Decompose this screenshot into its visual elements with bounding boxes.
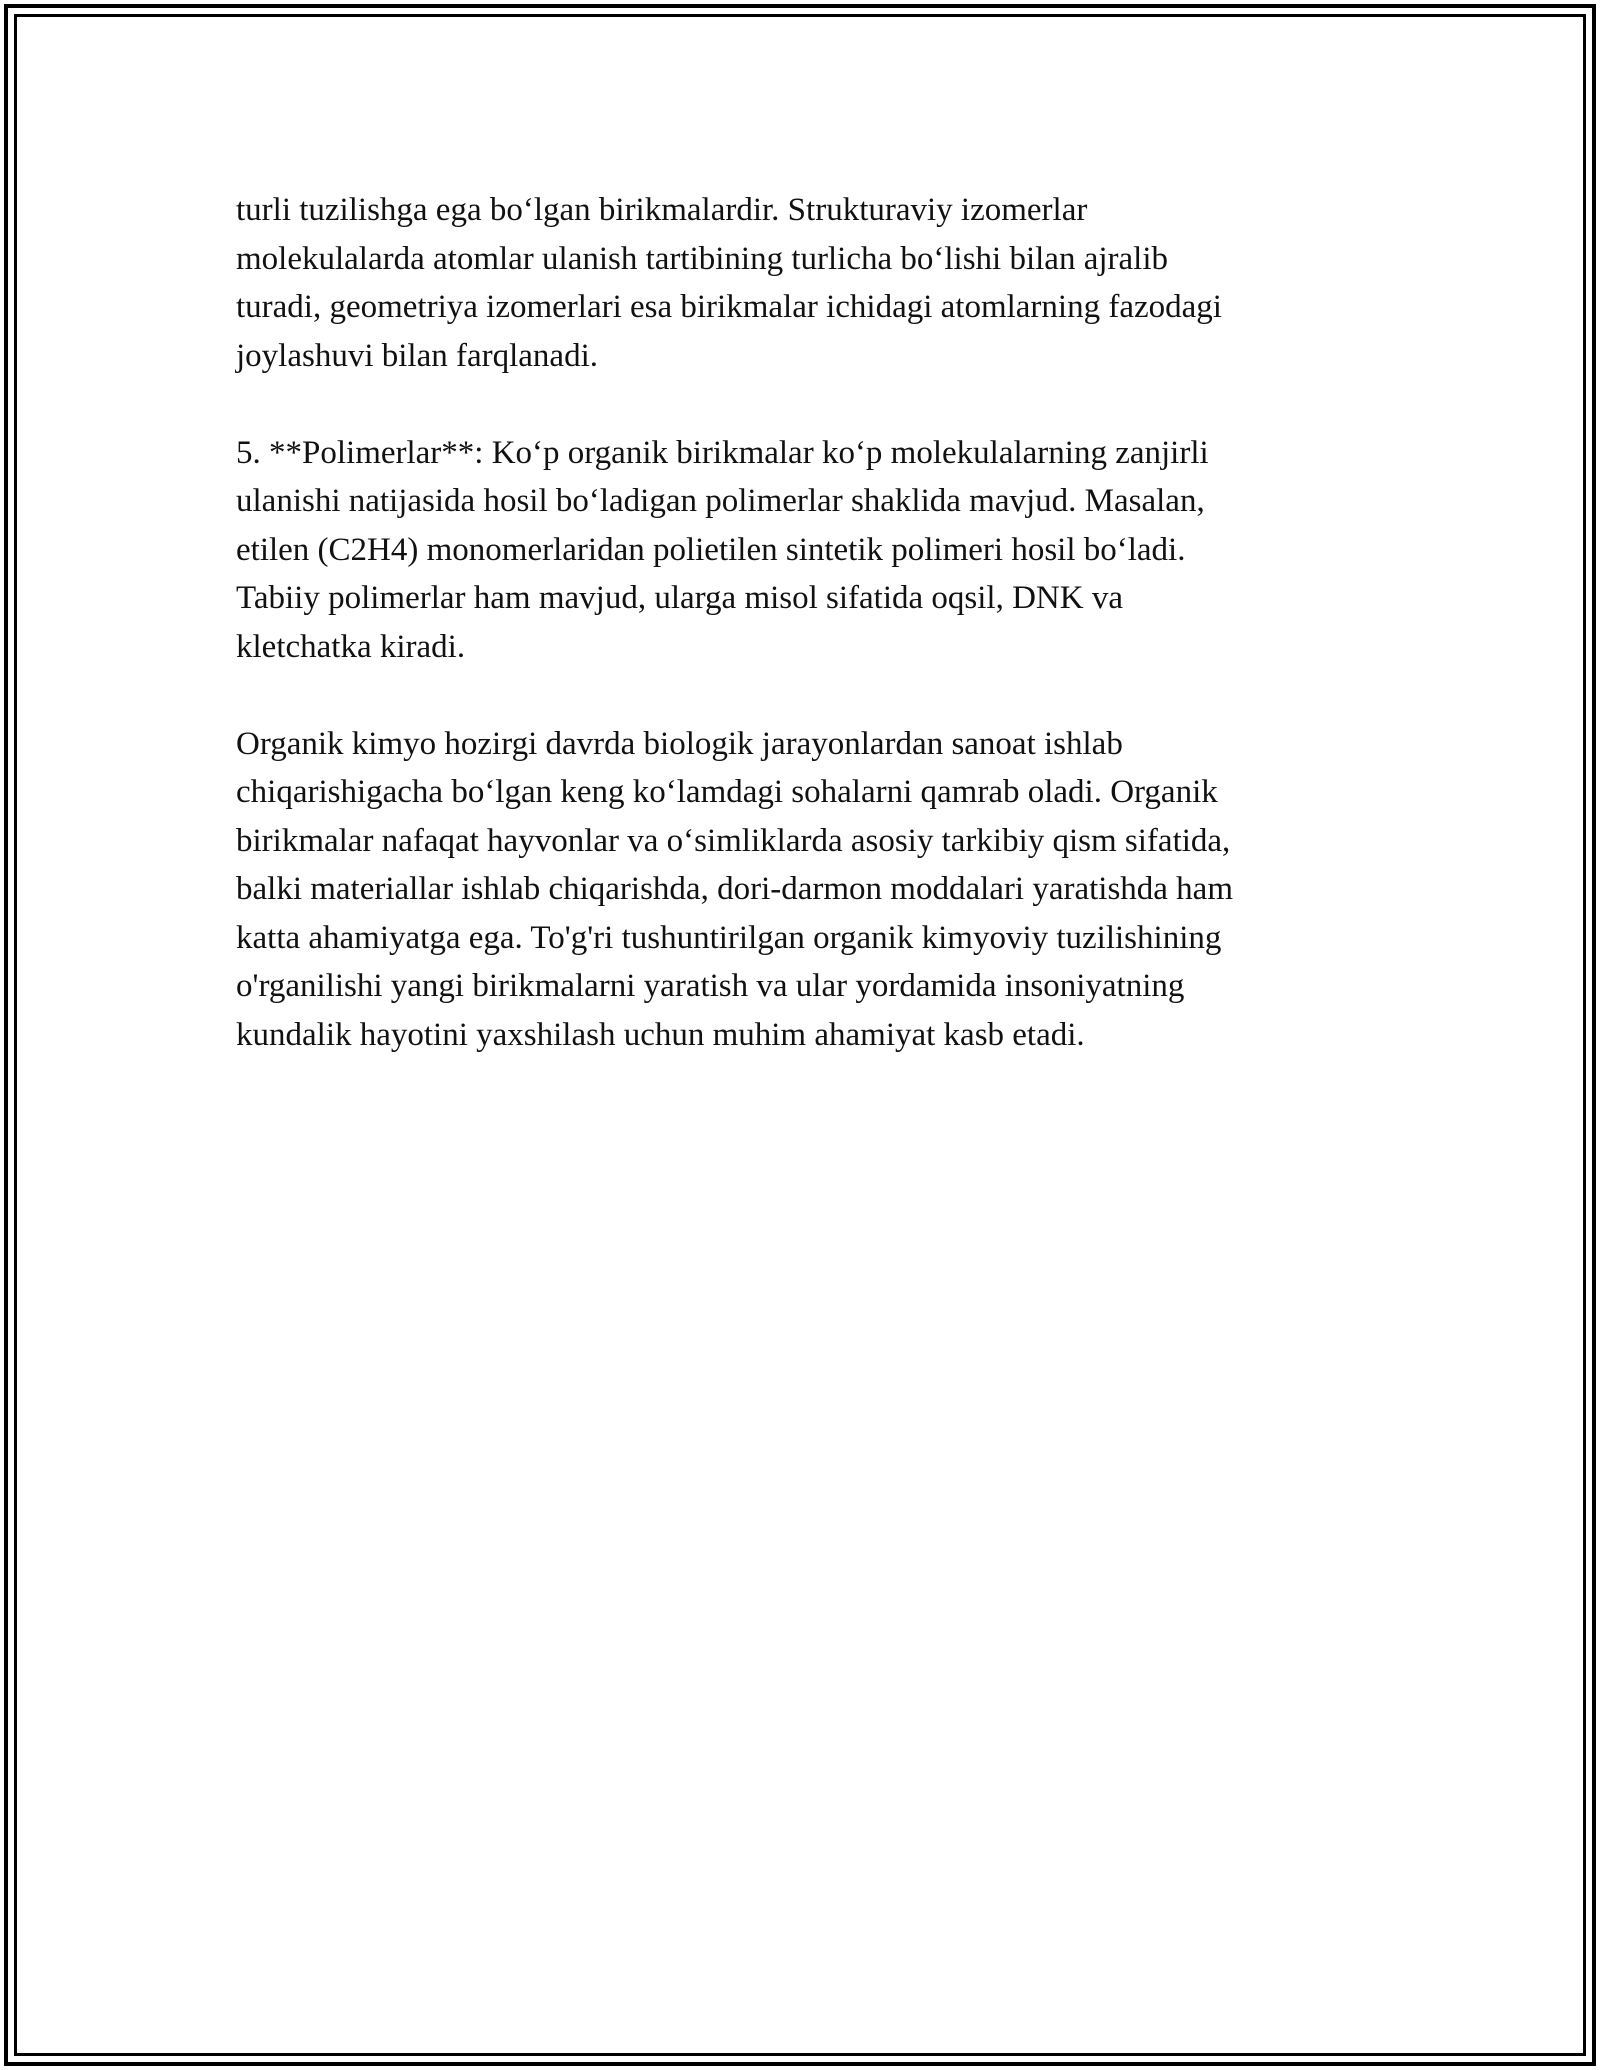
text-line: turadi, geometriya izomerlari esa birikmalar ichidagi atomlarning fazodagi bbox=[236, 289, 1222, 325]
paragraph-polymers bbox=[236, 429, 1356, 672]
text-line: kletchatka kiradi. bbox=[236, 628, 466, 665]
text-line: 5. **Polimerlar**: Koʻp organik birikmalar koʻp molekulalarning zanjirli bbox=[236, 434, 1209, 471]
paragraph-conclusion bbox=[236, 720, 1356, 1060]
text-line: molekulalarda atomlar ulanish tartibining turlicha boʻlishi bilan ajralib bbox=[236, 240, 1168, 277]
paragraph-isomers bbox=[236, 186, 1356, 380]
text-line: Organik kimyo hozirgi davrda biologik jarayonlardan sanoat ishlab bbox=[236, 725, 1123, 762]
text-line: chiqarishigacha boʻlgan keng koʻlamdagi sohalarni qamrab oladi. Organik bbox=[236, 774, 1218, 810]
text-line: o'rganilishi yangi birikmalarni yaratish va ular yordamida insoniyatning bbox=[236, 968, 1185, 1004]
text-line: turli tuzilishga ega boʻlgan birikmalardir. Strukturaviy izomerlar bbox=[236, 192, 1088, 228]
text-line: joylashuvi bilan farqlanadi. bbox=[236, 337, 598, 374]
text-line: Tabiiy polimerlar ham mavjud, ularga misol sifatida oqsil, DNK va bbox=[236, 580, 1123, 616]
text-line: birikmalar nafaqat hayvonlar va oʻsimliklarda asosiy tarkibiy qism sifatida, bbox=[236, 822, 1231, 859]
text-line: balki materiallar ishlab chiqarishda, dori-darmon moddalari yaratishda ham bbox=[236, 871, 1233, 907]
text-line: kundalik hayotini yaxshilash uchun muhim ahamiyat kasb etadi. bbox=[236, 1016, 1085, 1053]
text-line: katta ahamiyatga ega. To'g'ri tushuntirilgan organik kimyoviy tuzilishining bbox=[236, 919, 1222, 956]
text-line: etilen (C2H4) monomerlaridan polietilen sintetik polimeri hosil boʻladi. bbox=[236, 531, 1186, 568]
document-body bbox=[236, 186, 1356, 1108]
text-line: ulanishi natijasida hosil boʻladigan polimerlar shaklida mavjud. Masalan, bbox=[236, 483, 1205, 519]
